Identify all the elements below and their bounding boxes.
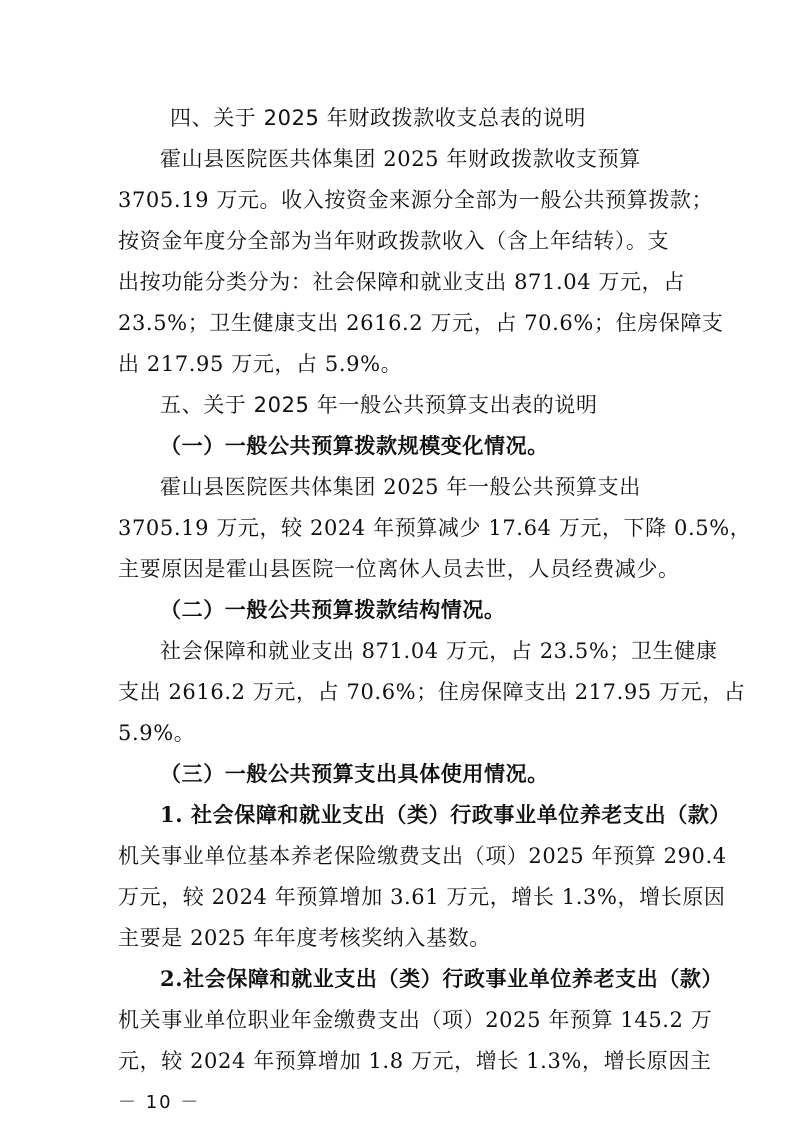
- section-heading-4: 四、关于 2025 年财政拨款收支总表的说明: [170, 106, 586, 130]
- paragraph-line: 23.5%；卫生健康支出 2616.2 万元，占 70.6%；住房保障支: [118, 311, 724, 335]
- subsection-heading-1: （一）一般公共预算拨款规模变化情况。: [160, 433, 549, 458]
- paragraph-line: 霍山县医院医共体集团 2025 年财政拨款收支预算: [160, 147, 641, 171]
- paragraph-line: 3705.19 万元。收入按资金来源分全部为一般公共预算拨款；: [118, 188, 714, 212]
- paragraph-line: 元，较 2024 年预算增加 1.8 万元，增长 1.3%，增长原因主: [118, 1049, 712, 1073]
- subsection-heading-2: （二）一般公共预算拨款结构情况。: [160, 597, 506, 622]
- subsection-heading-3: （三）一般公共预算支出具体使用情况。: [160, 761, 549, 786]
- paragraph-line: 霍山县医院医共体集团 2025 年一般公共预算支出: [160, 475, 641, 499]
- paragraph-line: 出 217.95 万元，占 5.9%。: [118, 352, 403, 376]
- paragraph-line: 机关事业单位职业年金缴费支出（项）2025 年预算 145.2 万: [118, 1008, 713, 1032]
- paragraph-line: 出按功能分类分为：社会保障和就业支出 871.04 万元，占: [118, 270, 685, 294]
- item-1-title: 1. 社会保障和就业支出（类）行政事业单位养老支出（款）: [160, 802, 732, 827]
- item-2-title: 2.社会保障和就业支出（类）行政事业单位养老支出（款）: [160, 966, 724, 991]
- paragraph-line: 社会保障和就业支出 871.04 万元，占 23.5%；卫生健康: [160, 639, 718, 663]
- paragraph-line: 按资金年度分全部为当年财政拨款收入（含上年结转）。支: [118, 229, 670, 253]
- paragraph-line: 万元，较 2024 年预算增加 3.61 万元，增长 1.3%，增长原因: [118, 885, 726, 909]
- section-heading-5: 五、关于 2025 年一般公共预算支出表的说明: [160, 393, 598, 417]
- paragraph-line: 主要原因是霍山县医院一位离休人员去世，人员经费减少。: [118, 557, 680, 581]
- paragraph-line: 3705.19 万元，较 2024 年预算减少 17.64 万元，下降 0.5%，: [118, 516, 752, 540]
- paragraph-line: 机关事业单位基本养老保险缴费支出（项）2025 年预算 290.4: [118, 844, 727, 868]
- paragraph-line: 主要是 2025 年年度考核奖纳入基数。: [118, 926, 491, 950]
- page-number: － 10 －: [118, 1092, 201, 1113]
- paragraph-line: 5.9%。: [118, 721, 196, 745]
- paragraph-line: 支出 2616.2 万元，占 70.6%；住房保障支出 217.95 万元，占: [118, 680, 746, 704]
